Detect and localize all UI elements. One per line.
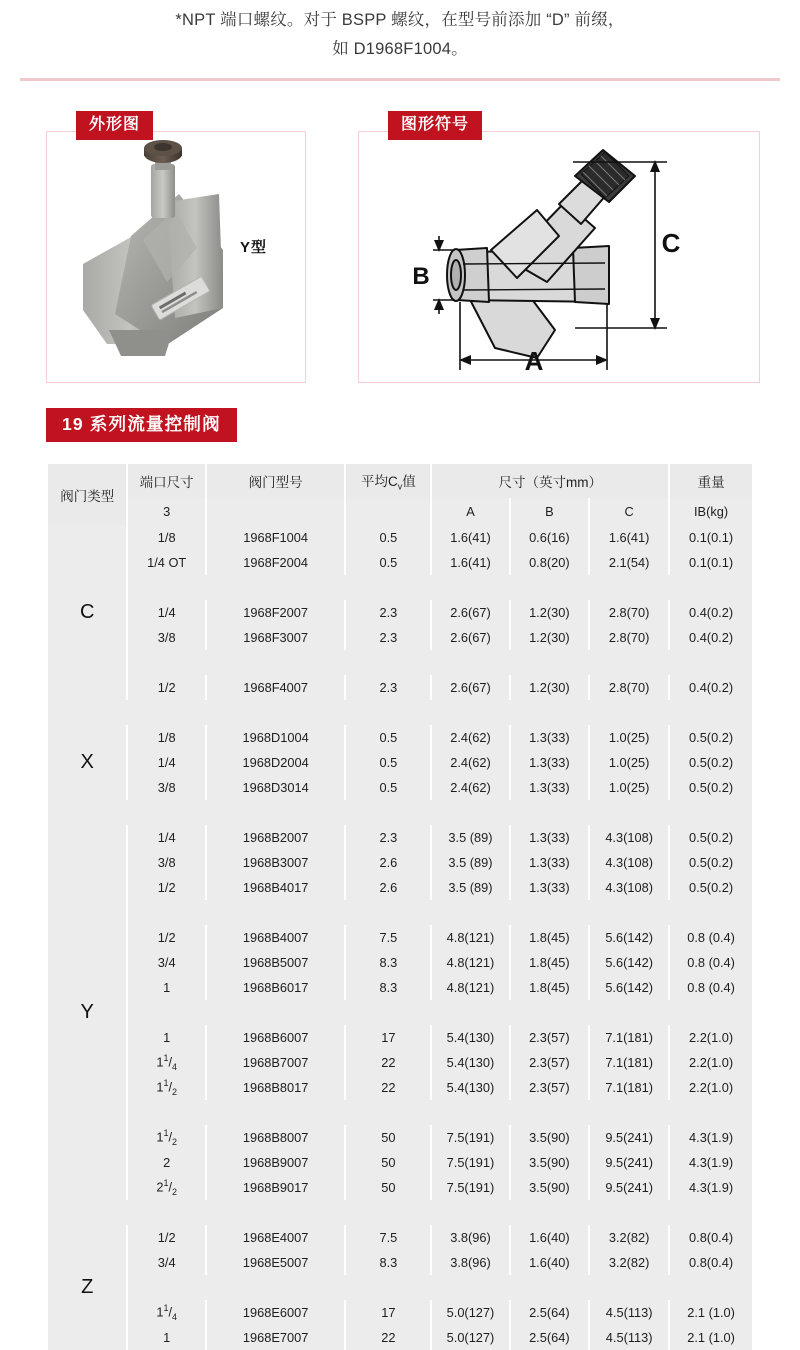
subheader-valve-model [207,498,344,525]
table-row [48,950,752,975]
cell-dim-b: 1.8(45) [511,925,589,950]
header-valve-type: 阀门类型 [48,464,126,525]
cell-dim-a: 4.8(121) [432,950,508,975]
cell-dim-a: 3.5 (89) [432,825,508,850]
table-row [48,550,752,575]
footnote-block [0,0,800,64]
cell-dim-c: 1.0(25) [590,725,668,750]
subgroup-gap-row [48,1100,752,1125]
header-cv-sub: v [397,482,403,493]
cell-dim-c: 2.8(70) [590,600,668,625]
cell-valve-model: 1968B2007 [207,825,344,850]
subheader-c: C [590,498,668,525]
cell-valve-type: Z [48,1225,126,1350]
cell-weight: 0.1(0.1) [670,525,752,550]
table-row [48,875,752,900]
cell-valve-model: 1968E6007 [207,1300,344,1325]
cell-dim-a: 2.6(67) [432,625,508,650]
cell-weight: 0.8 (0.4) [670,950,752,975]
table-row [48,1300,752,1325]
cell-dim-b: 0.6(16) [511,525,589,550]
cell-dim-c: 4.5(113) [590,1325,668,1350]
cell-weight: 4.3(1.9) [670,1150,752,1175]
cell-weight: 4.3(1.9) [670,1125,752,1150]
table-row [48,600,752,625]
table-row [48,925,752,950]
cell-cv: 2.6 [346,875,430,900]
cell-dim-a: 7.5(191) [432,1125,508,1150]
group-gap-row [48,700,752,725]
cell-cv: 22 [346,1050,430,1075]
cell-port-size: $1^1/_2$ [128,1125,205,1150]
cell-dim-c: 2.1(54) [590,550,668,575]
cell-dim-c: 1.6(41) [590,525,668,550]
header-port-size: 端口尺寸 [128,464,205,498]
cell-dim-b: 3.5(90) [511,1125,589,1150]
valve-photo-icon [47,132,305,382]
cell-dim-b: 3.5(90) [511,1175,589,1200]
cell-dim-a: 5.0(127) [432,1300,508,1325]
cell-valve-model: 1968B6017 [207,975,344,1000]
cell-dim-b: 2.5(64) [511,1325,589,1350]
cell-dim-b: 2.3(57) [511,1075,589,1100]
cell-valve-type: X [48,725,126,800]
cell-dim-c: 7.1(181) [590,1050,668,1075]
cell-port-size: $1^1/_4$ [128,1050,205,1075]
cell-port-size: 1/8 [128,525,205,550]
cell-port-size: 2 [128,1150,205,1175]
cell-dim-c: 4.5(113) [590,1300,668,1325]
cell-valve-model: 1968F2004 [207,550,344,575]
table-row [48,1125,752,1150]
cell-dim-c: 3.2(82) [590,1225,668,1250]
header-cv-suffix: 值 [402,474,416,490]
header-row-sub [48,498,752,525]
outline-panel-box [46,131,306,383]
dimension-label-c: C [661,227,681,258]
group-gap-row [48,1200,752,1225]
cell-cv: 50 [346,1175,430,1200]
cell-valve-model: 1968B8007 [207,1125,344,1150]
cell-cv: 22 [346,1325,430,1350]
cell-port-size: 1 [128,1025,205,1050]
cell-dim-a: 5.4(130) [432,1025,508,1050]
subgroup-gap-row [48,1000,752,1025]
cell-dim-a: 2.6(67) [432,675,508,700]
cell-valve-type: Y [48,825,126,1200]
cell-port-size: $1^1/_4$ [128,1300,205,1325]
cell-dim-b: 3.5(90) [511,1150,589,1175]
header-cv [346,464,430,498]
cell-dim-b: 1.6(40) [511,1225,589,1250]
cell-dim-a: 7.5(191) [432,1175,508,1200]
cell-port-size: 1/2 [128,1225,205,1250]
table-row [48,1025,752,1050]
cell-dim-c: 5.6(142) [590,975,668,1000]
subheader-b: B [511,498,589,525]
cell-dim-b: 2.3(57) [511,1025,589,1050]
cell-weight: 2.2(1.0) [670,1075,752,1100]
cell-dim-a: 5.0(127) [432,1325,508,1350]
footnote-line-2: 如 D1968F1004。 [332,39,468,58]
cell-valve-model: 1968F3007 [207,625,344,650]
subheader-cv [346,498,430,525]
outline-panel [46,115,306,383]
cell-cv: 0.5 [346,550,430,575]
table-row [48,1250,752,1275]
table-row [48,775,752,800]
cell-dim-c: 1.0(25) [590,750,668,775]
cell-port-size: 1/4 [128,600,205,625]
valve-dimension-diagram-icon [359,132,759,382]
cell-weight: 0.5(0.2) [670,825,752,850]
cell-weight: 0.5(0.2) [670,750,752,775]
cell-port-size: 3/8 [128,850,205,875]
cell-dim-a: 1.6(41) [432,525,508,550]
cell-valve-model: 1968B3007 [207,850,344,875]
table-row [48,1150,752,1175]
cell-cv: 0.5 [346,725,430,750]
series-section-title: 19 系列流量控制阀 [46,408,237,443]
cell-dim-b: 1.3(33) [511,725,589,750]
cell-cv: 7.5 [346,925,430,950]
cell-dim-a: 2.4(62) [432,750,508,775]
cell-weight: 0.8 (0.4) [670,925,752,950]
table-row [48,1175,752,1200]
cell-cv: 0.5 [346,775,430,800]
cell-valve-model: 1968E5007 [207,1250,344,1275]
cell-valve-model: 1968D3014 [207,775,344,800]
cell-valve-model: 1968B8017 [207,1075,344,1100]
cell-weight: 0.8 (0.4) [670,975,752,1000]
cell-dim-b: 1.2(30) [511,625,589,650]
subheader-a: A [432,498,508,525]
cell-valve-model: 1968B5007 [207,950,344,975]
cell-cv: 8.3 [346,1250,430,1275]
cell-dim-c: 4.3(108) [590,825,668,850]
cell-dim-b: 2.5(64) [511,1300,589,1325]
cell-port-size: 1 [128,1325,205,1350]
table-row [48,825,752,850]
cell-dim-c: 2.8(70) [590,675,668,700]
outline-panel-badge: 外形图 [76,111,153,140]
group-gap-row [48,800,752,825]
cell-dim-a: 4.8(121) [432,975,508,1000]
cell-port-size: 3/4 [128,950,205,975]
table-row [48,850,752,875]
cell-dim-b: 1.3(33) [511,875,589,900]
spec-table [46,464,754,1350]
subheader-weight: IB(kg) [670,498,752,525]
header-dimensions: 尺寸（英寸mm） [432,464,668,498]
cell-dim-c: 2.8(70) [590,625,668,650]
cell-valve-model: 1968F4007 [207,675,344,700]
cell-dim-a: 7.5(191) [432,1150,508,1175]
cell-port-size: $2^1/_2$ [128,1175,205,1200]
cell-cv: 0.5 [346,750,430,775]
cell-dim-c: 4.3(108) [590,850,668,875]
cell-port-size: 1/2 [128,875,205,900]
cell-valve-model: 1968E7007 [207,1325,344,1350]
cell-cv: 2.3 [346,825,430,850]
cell-dim-a: 4.8(121) [432,925,508,950]
cell-weight: 0.4(0.2) [670,600,752,625]
cell-port-size: 1/4 [128,825,205,850]
table-row [48,750,752,775]
table-row [48,675,752,700]
cell-dim-b: 1.2(30) [511,675,589,700]
cell-dim-c: 9.5(241) [590,1150,668,1175]
cell-port-size: 1/2 [128,675,205,700]
subgroup-gap-row [48,900,752,925]
header-valve-model: 阀门型号 [207,464,344,498]
spec-table-head [48,464,752,525]
subgroup-gap-row [48,1275,752,1300]
cell-weight: 0.5(0.2) [670,725,752,750]
cell-dim-b: 1.6(40) [511,1250,589,1275]
cell-dim-a: 3.5 (89) [432,850,508,875]
header-row-main [48,464,752,498]
cell-dim-c: 5.6(142) [590,950,668,975]
cell-cv: 2.3 [346,600,430,625]
table-row [48,1050,752,1075]
footnote-line-1: *NPT 端口螺纹。对于 BSPP 螺纹，在型号前添加 “D” 前缀， [175,11,625,29]
cell-dim-c: 7.1(181) [590,1075,668,1100]
table-row [48,525,752,550]
dimension-label-b: B [412,262,430,290]
table-row [48,1225,752,1250]
cell-dim-a: 3.8(96) [432,1225,508,1250]
cell-weight: 2.2(1.0) [670,1050,752,1075]
cell-dim-b: 1.3(33) [511,750,589,775]
cell-weight: 0.1(0.1) [670,550,752,575]
cell-port-size: 3/4 [128,1250,205,1275]
cell-cv: 7.5 [346,1225,430,1250]
cell-dim-a: 5.4(130) [432,1075,508,1100]
outline-panel-caption: Y型 [239,238,267,256]
cell-port-size: 3/8 [128,775,205,800]
cell-dim-c: 5.6(142) [590,925,668,950]
cell-dim-a: 2.4(62) [432,725,508,750]
table-row [48,975,752,1000]
cell-port-size: 1/2 [128,925,205,950]
cell-valve-model: 1968B9007 [207,1150,344,1175]
cell-dim-b: 1.3(33) [511,775,589,800]
cell-valve-type: C [48,525,126,700]
cell-weight: 0.5(0.2) [670,850,752,875]
table-row [48,1325,752,1350]
cell-cv: 50 [346,1125,430,1150]
symbol-panel [358,115,760,383]
cell-dim-c: 7.1(181) [590,1025,668,1050]
cell-dim-b: 1.3(33) [511,825,589,850]
table-row [48,1075,752,1100]
cell-dim-a: 5.4(130) [432,1050,508,1075]
cell-weight: 4.3(1.9) [670,1175,752,1200]
cell-dim-b: 0.8(20) [511,550,589,575]
cell-valve-model: 1968B4007 [207,925,344,950]
cell-dim-b: 1.8(45) [511,950,589,975]
cell-weight: 2.1 (1.0) [670,1300,752,1325]
cell-weight: 0.8(0.4) [670,1250,752,1275]
subgroup-gap-row [48,650,752,675]
cell-valve-model: 1968D1004 [207,725,344,750]
cell-dim-a: 3.8(96) [432,1250,508,1275]
cell-cv: 17 [346,1300,430,1325]
panels-row [0,103,800,388]
symbol-panel-box [358,131,760,383]
cell-dim-c: 1.0(25) [590,775,668,800]
cell-valve-model: 1968B7007 [207,1050,344,1075]
cell-valve-model: 1968F1004 [207,525,344,550]
cell-weight: 2.1 (1.0) [670,1325,752,1350]
cell-port-size: 3/8 [128,625,205,650]
spec-table-wrap [46,464,754,1350]
cell-weight: 0.4(0.2) [670,675,752,700]
cell-cv: 0.5 [346,525,430,550]
header-cv-prefix: 平均C [360,474,398,490]
table-row [48,625,752,650]
cell-dim-b: 1.8(45) [511,975,589,1000]
cell-dim-c: 9.5(241) [590,1125,668,1150]
cell-dim-a: 3.5 (89) [432,875,508,900]
cell-dim-a: 2.4(62) [432,775,508,800]
cell-weight: 0.8(0.4) [670,1225,752,1250]
cell-dim-a: 2.6(67) [432,600,508,625]
cell-dim-a: 1.6(41) [432,550,508,575]
cell-weight: 0.4(0.2) [670,625,752,650]
cell-port-size: 1 [128,975,205,1000]
cell-valve-model: 1968B9017 [207,1175,344,1200]
cell-valve-model: 1968E4007 [207,1225,344,1250]
cell-cv: 2.6 [346,850,430,875]
cell-dim-b: 1.3(33) [511,850,589,875]
cell-dim-c: 4.3(108) [590,875,668,900]
header-weight: 重量 [670,464,752,498]
cell-port-size: 1/4 OT [128,550,205,575]
dimension-label-a: A [524,345,544,376]
table-row [48,725,752,750]
spec-table-body [48,525,752,1350]
cell-cv: 17 [346,1025,430,1050]
cell-dim-b: 2.3(57) [511,1050,589,1075]
cell-valve-model: 1968D2004 [207,750,344,775]
symbol-panel-badge: 图形符号 [388,111,482,140]
section-divider [20,78,780,81]
cell-weight: 2.2(1.0) [670,1025,752,1050]
subgroup-gap-row [48,575,752,600]
cell-valve-model: 1968B6007 [207,1025,344,1050]
cell-cv: 50 [346,1150,430,1175]
cell-dim-c: 9.5(241) [590,1175,668,1200]
subheader-port-size: 3 [128,498,205,525]
cell-weight: 0.5(0.2) [670,775,752,800]
cell-cv: 2.3 [346,625,430,650]
cell-cv: 8.3 [346,950,430,975]
cell-valve-model: 1968B4017 [207,875,344,900]
cell-cv: 8.3 [346,975,430,1000]
cell-cv: 22 [346,1075,430,1100]
cell-weight: 0.5(0.2) [670,875,752,900]
cell-cv: 2.3 [346,675,430,700]
cell-dim-b: 1.2(30) [511,600,589,625]
cell-dim-c: 3.2(82) [590,1250,668,1275]
cell-valve-model: 1968F2007 [207,600,344,625]
cell-port-size: $1^1/_2$ [128,1075,205,1100]
cell-port-size: 1/4 [128,750,205,775]
cell-port-size: 1/8 [128,725,205,750]
